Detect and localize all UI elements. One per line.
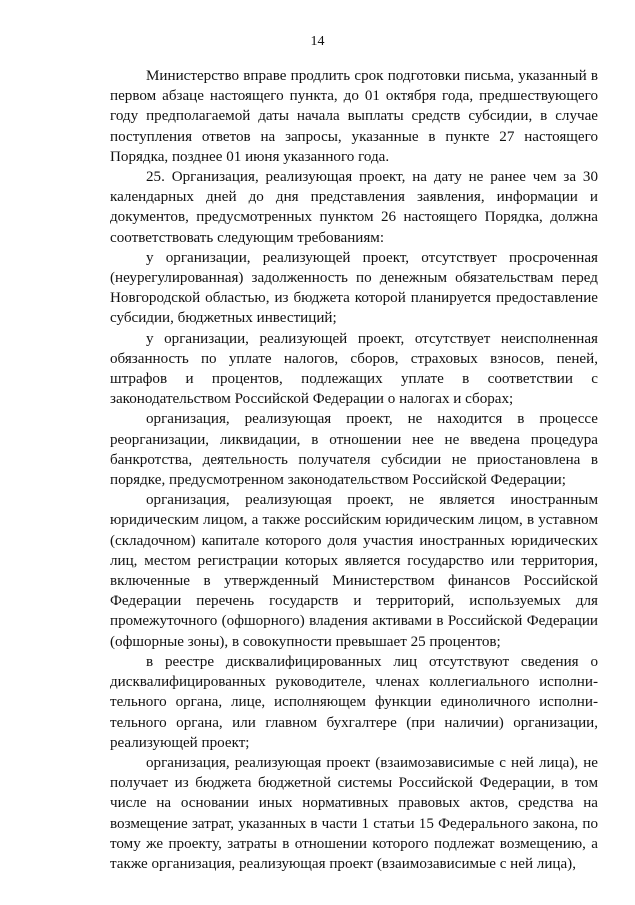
paragraph-no-overdue-debt: у организации, реализующей проект, отсутствует просроченная (неурегулированная) задолженность по денежным обязательствам перед Новгородской областью, из бюджета которой планируется предоставление субсидии, бюджетных инвестиций; bbox=[110, 249, 598, 327]
paragraph-no-tax-arrears: у организации, реализующей проект, отсутствует неисполненная обязанность по уплате налогов, сборов, страховых взносов, пеней, штрафов и процентов, подлежащих уплате в соответствии с законодательством Российской Федерации о налогах и сборах; bbox=[110, 330, 598, 408]
paragraph-deadline-extension: Министерство вправе продлить срок подготовки письма, указанный в первом абзаце настоящего пункта, до 01 октября года, предшествующего году предполагаемой даты начала выплаты средств субсидии, в случае поступления ответов на запросы, указанные в пункте 27 настоящего Порядка, позднее 01 июня указанного года. bbox=[110, 68, 598, 165]
document-body bbox=[110, 66, 598, 874]
paragraph-no-duplicate-funding: организация, реализующая проект (взаимозависимые с ней лица), не получает из бюджета бюджетной системы Российской Федерации, в том числе на основании иных нормативных правовых актов, средства на возмещение затрат, указанных в части 1 статьи 15 Федерального закона, по тому же проекту, затраты в отношении которого подлежат возмещению, а также организация, реализующая проект (взаимозависимые с ней лица), bbox=[110, 754, 598, 872]
paragraph-disqualified-registry: в реестре дисквалифицированных лиц отсутствуют сведения о дисквалифицированных руководителе, членах коллегиального исполнительного органа, лице, исполняющем функции единоличного исполнительного органа, или главном бухгалтере (при наличии) организации, реализующей проект; bbox=[110, 653, 598, 751]
page-number: 14 bbox=[310, 34, 325, 49]
paragraph-no-reorganization: организация, реализующая проект, не находится в процессе реорганизации, ликвидации, в отношении нее не введена процедура банкротства, деятельность получателя субсидии не приостановлена в порядке, предусмотренном законодательством Российской Федерации; bbox=[110, 411, 598, 489]
paragraph-clause-25: 25. Организация, реализующая проект, на дату не ранее чем за 30 календарных дней до дня представления заявления, информации и документов, предусмотренных пунктом 26 настоящего Порядка, должна соответствовать следующим требованиям: bbox=[110, 169, 598, 246]
paragraph-not-foreign-entity: организация, реализующая проект, не является иностранным юридическим лицом, а также российским юридическим лицом, в уставном (складочном) капитале которого доля участия иностранных юридических лиц, местом регистрации которых является государство или территория, включенные в утвержденный Министерством финансов Российской Федерации перечень государств и территорий, используемых для промежуточного (офшорного) владения активами в Российской Федерации (офшорные зоны), в совокупности превышает 25 процентов; bbox=[110, 492, 598, 650]
